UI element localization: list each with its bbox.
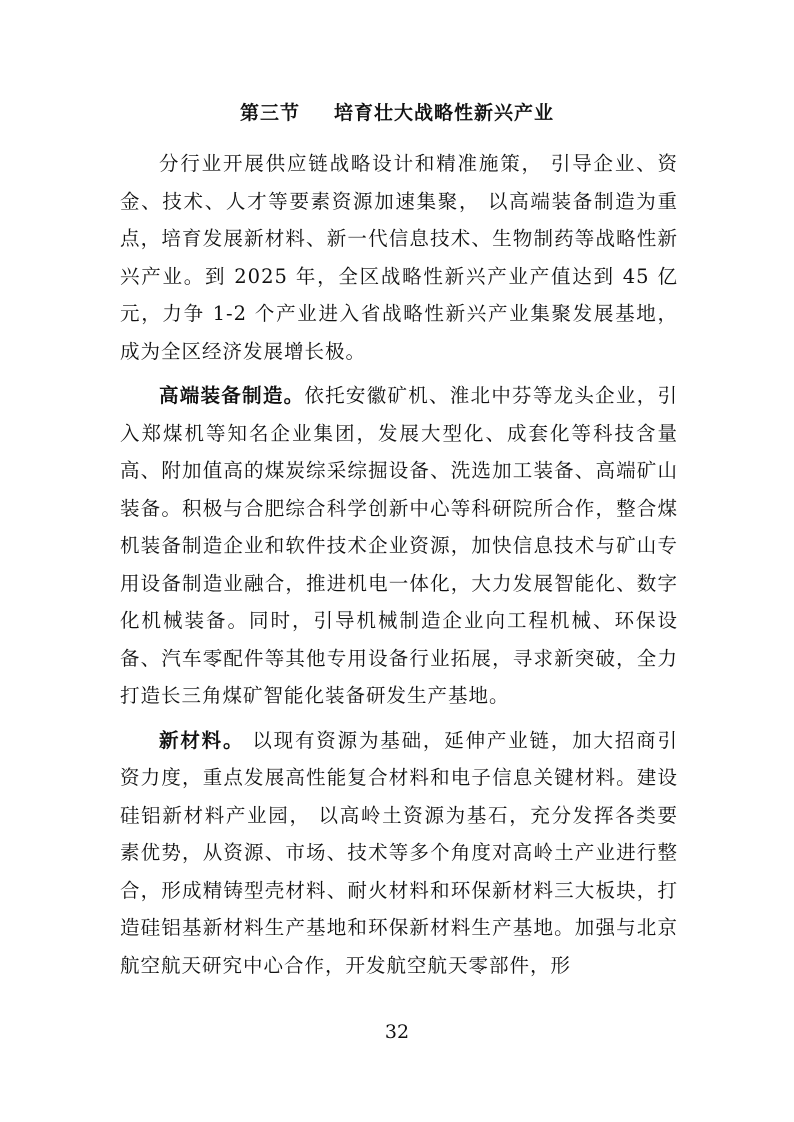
section-number: 第三节 (239, 102, 300, 124)
section-heading (0, 98, 794, 128)
paragraph (120, 377, 678, 715)
paragraph (120, 145, 678, 370)
paragraph-lead: 新材料。 (159, 728, 245, 752)
page-number: 32 (384, 1021, 410, 1043)
paragraph-lead: 高端装备制造。 (159, 384, 305, 407)
paragraph-text: 分行业开展供应链战略设计和精准施策， 引导企业、资金、技术、人才等要素资源加速集聚， 以高端装备制造为重点，培育发展新材料、新一代信息技术、生物制药等战略性新兴产业。到 2025 年，全区战略性新兴产业产值达到 45 亿元，力争 1-2 个产业进入省战略性新兴产业集聚发展基地，成为全区经济发展增长极。 (120, 152, 678, 363)
paragraph-text: 以现有资源为基础，延伸产业链，加大招商引资力度，重点发展高性能复合材料和电子信息关键材料。建设硅铝新材料产业园， 以高岭土资源为基石，充分发挥各类要素优势，从资源、市场、技术等多个角度对高岭土产业进行整合，形成精铸型壳材料、耐火材料和环保新材料三大板块，打造硅铝基新材料生产基地和环保新材料生产基地。加强与北京航空航天研究中心合作，开发航空航天零部件，形 (120, 728, 678, 977)
body-text (120, 145, 678, 991)
paragraph-text: 依托安徽矿机、淮北中芬等龙头企业，引入郑煤机等知名企业集团，发展大型化、成套化等科技含量高、附加值高的煤炭综采综掘设备、洗选加工装备、高端矿山装备。积极与合肥综合科学创新中心等科研院所合作，整合煤机装备制造企业和软件技术企业资源，加快信息技术与矿山专用设备制造业融合，推进机电一体化，大力发展智能化、数字化机械装备。同时，引导机械制造企业向工程机械、环保设备、汽车零配件等其他专用设备行业拓展，寻求新突破，全力打造长三角煤矿智能化装备研发生产基地。 (120, 384, 678, 707)
section-title: 培育壮大战略性新兴产业 (334, 102, 555, 124)
paragraph (120, 722, 678, 985)
